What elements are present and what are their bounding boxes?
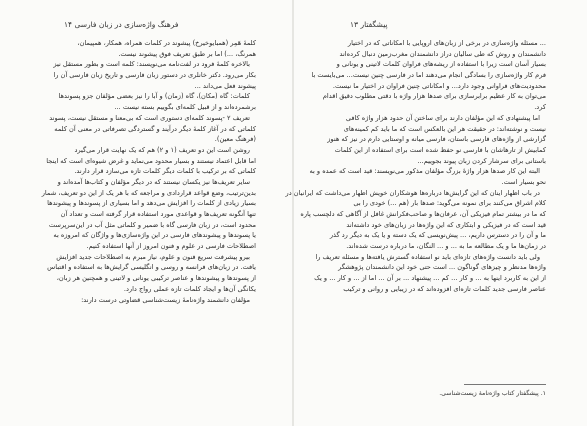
running-head-left: فرهنگ واژه‌سازی در زبان فارسی ۱۴ bbox=[64, 20, 179, 29]
right-text-line: قید است که در فیزیکی و ابتکاری که این واژه‌ها در زبان‌های خود داشته‌اند bbox=[346, 220, 546, 229]
right-text-line: گزارشی از واژه‌های فارسی باستان، فارسی میانه و اوستایی دارم در نیز که هنوز bbox=[327, 135, 546, 144]
left-text-line: بالاخره کلمهٔ فرود در لفت‌نامه می‌نویسند: کلمه است و بطور مستقل نیز bbox=[53, 60, 250, 69]
left-text-line: برشمرده‌اند و از قبیل کلمه‌ای بگوییم بسته نیست ... bbox=[114, 103, 256, 112]
right-text-line: فرم کار واژه‌سازی را بسادگی انجام می‌دهند اما در فارسی چنین نیست... می‌بایست با bbox=[311, 71, 546, 80]
right-text-line: نیست و نوشته‌اند: در حقیقت هر این بالعکس است که ما باید کم کمینه‌های bbox=[343, 124, 546, 133]
footnote: ۱. پیشگفتار کتاب واژه‌نامهٔ زیست‌شناسی. bbox=[439, 390, 546, 397]
right-text-line: می‌توان به کار عظیم برابرسازی برای صدها هزار واژه با دقتی مطلوب دقیق اقدام bbox=[322, 92, 546, 101]
left-text-line: بکار می‌رود. دکتر خانلری در دستور زبان فارسی و تاریخ زبان فارسی آن را bbox=[53, 71, 256, 80]
right-text-line: محدودیت‌های فراوانی وجود دارد... و امکاناتی چنین فراوان در اختیار ما نیست. bbox=[332, 81, 546, 90]
left-text-line: از پسوندها و پیشوندها و عناصر ترکیبی یونانی و لاتینی و همچنین هر زبان، bbox=[56, 274, 256, 283]
right-text-line: ولی باید دانست واژه‌های تازه‌ای باید نو استفاده گسترش یافته‌ها و مسئله تعریف را bbox=[315, 252, 540, 261]
left-text-line: بسیار زیادی از کلمات را افزایش می‌دهد و اما بسیاری از پسوندها و پیشوندها bbox=[47, 199, 256, 208]
right-text-line: واژه‌ها مدنظر و چیزهای گوناگون ... است حتی خود این دانشمندان پژوهشگر bbox=[338, 263, 546, 272]
left-text-line: کلماتی که بر ترکیب با کلمات دیگر کلمات تازه می‌سازد قرار دارند. bbox=[74, 167, 256, 176]
left-text-line: کلماتی که در آغاز کلمهٔ دیگر درآیند و گستردگی تصرفاتی در معنی آن کلمه bbox=[54, 124, 256, 133]
left-page-body bbox=[41, 38, 256, 305]
footnote-rule bbox=[464, 384, 546, 385]
right-text-line: ما و آن را در دسترس داریم، ... پیش‌نویسی که یک دسته و یا یک به دیگر رد گذر bbox=[329, 231, 546, 240]
right-text-line: نحو بسیار است. bbox=[501, 177, 546, 186]
left-page bbox=[0, 0, 293, 426]
right-text-line: در زمان‌ها ما و یک مطالعه ما به ... و ... النگان، ما درباره درست شده‌اند. bbox=[346, 242, 546, 251]
right-text-line: البته این کار صدها هزار واژهٔ بزرگ مؤلفان مذکور می‌نویسند: قید است که عمده و به bbox=[309, 167, 540, 176]
right-text-line: از این به کاربرد اینها به ... و کار ... کم ... پیشنهاد ... بر آن ... اما از ... و کار ... و یک bbox=[314, 274, 546, 283]
left-text-line: تعریف ۲ -پسوند کلمه‌ای دستوری است که بی‌معنا و مستقل نیست، پسوند bbox=[49, 113, 250, 122]
left-text-line: یکانگی آن‌ها و ایجاد کلمات تازه عملی رواج دارد. bbox=[123, 284, 256, 293]
left-text-line: کلمهٔ هَمِر (همبایوخیرخ) پیشوند در کلمات همراه، همکار، همپیمان، bbox=[77, 39, 256, 47]
right-text-line: ... مسئله واژه‌سازی در برخی از زبان‌های اروپایی با امکاناتی که در اختیار bbox=[347, 39, 546, 47]
right-page-body bbox=[285, 38, 546, 295]
left-text-line: روشن است این دو تعریف (۱ و ۲) هم که یک نهایت قرار می‌گیرد bbox=[74, 145, 250, 154]
running-head-right: پیشگفتار ۱۳ bbox=[350, 20, 388, 29]
right-text-line: بسیار آسان است زیرا با استفاده از ریشه‌های فراوان کلمات لاتینی و یونانی و bbox=[336, 60, 546, 69]
right-text-line: کمابیش از تارهاشان با فارسی نو حفظ شده است برای استفاده از این کلمات bbox=[334, 145, 546, 154]
left-text-line: کلمات: گاه (مکان)، گاه (زمان) و آبا را نیز بعضی مؤلفان جزو پسوندها bbox=[58, 92, 250, 101]
left-text-line: بدین‌ترتیب، وضع قواعد قراردادی و مراجعه که با هر یک از این دو تعریف، شمار bbox=[41, 188, 256, 197]
right-text-line: اما پیشنهادی که این مؤلفان دارند برای ساختن آن حدود هزار واژه کافی bbox=[345, 113, 540, 122]
right-page bbox=[285, 0, 587, 426]
left-text-line: همرنگ، ...) اما بر طبق تعریف فوق پیشوند نیست. bbox=[118, 49, 256, 58]
left-text-line: بیرو پیشرفت سریع فنون و علوم، نیاز مبرم به اصطلاحات جدید افزایش bbox=[56, 252, 250, 261]
left-text-line: اما قابل اعتماد نیستند و بسیار محدود می‌نماید و غرض شیوه‌ای است که اینجا bbox=[46, 156, 256, 165]
right-text-line: باستانی برای سرشار کردن زبان پیوند بجوییم... bbox=[417, 156, 546, 165]
left-text-line: سایر تعریف‌ها نیز یکسان نیستند که در دیگر مؤلفان و کتاب‌ها آمده‌اند و bbox=[57, 177, 250, 186]
left-text-line: محدود است، در زبان فارسی گاه با ضمیر و کلماتی مثل آب در این‌سرپرست bbox=[48, 220, 256, 229]
left-text-line: تنها آنگونه تعریف‌ها و قواعدی مورد استفاده قرار گرفته است و تعداد آن bbox=[60, 210, 256, 218]
left-text-line: اصطلاحات فارسی در علوم و فنون امروز از آنها استفاده کنیم. bbox=[86, 242, 256, 251]
left-text-line: پیشوند فعل می‌داند ... bbox=[194, 81, 256, 90]
left-text-line: یا پسوندها و پیشوندهای فارسی در این واژه‌سازی‌ها و واژگان که امروزه به bbox=[53, 231, 256, 240]
left-text-line: مؤلفان دانشمند واژه‌نامهٔ زیست‌شناسی قضاوتی درست دارند: bbox=[81, 295, 250, 304]
right-text-line: که ما در بیشتر تمام فیزیکی آن، عرفان‌ها و صاحب‌فکرانش غافل از آگاهی که دلچسب پاره bbox=[300, 210, 546, 218]
right-text-line: عناصر فارسی جدید کلمات تازه‌ای افزوده‌اند که در زیبایی و روانی و ترکیب bbox=[343, 284, 546, 293]
left-text-line: یافت. در زبان‌های فرانسه و روسی و انگلیسی گرایش‌ها به استفاده و اقتباس bbox=[47, 263, 256, 272]
left-text-line: (فرهنگ معین). bbox=[214, 135, 256, 144]
right-text-line: کرد. bbox=[534, 103, 546, 112]
right-text-line: کلام اشراق می‌کنند برای نمونه می‌گوید: صدها بار (هم ...) خودی را بی bbox=[353, 199, 546, 208]
right-text-line: دانشمندان و روش که طی سالیان دراز دانشمندان مغرب‌زمین دنبال کرده‌اند bbox=[339, 49, 546, 58]
right-text-line: در باب اظهار اینان که این گرایش‌ها درباره‌ها هوشکاران خویش اظهار می‌داشت که ایرانیان در bbox=[285, 188, 540, 197]
